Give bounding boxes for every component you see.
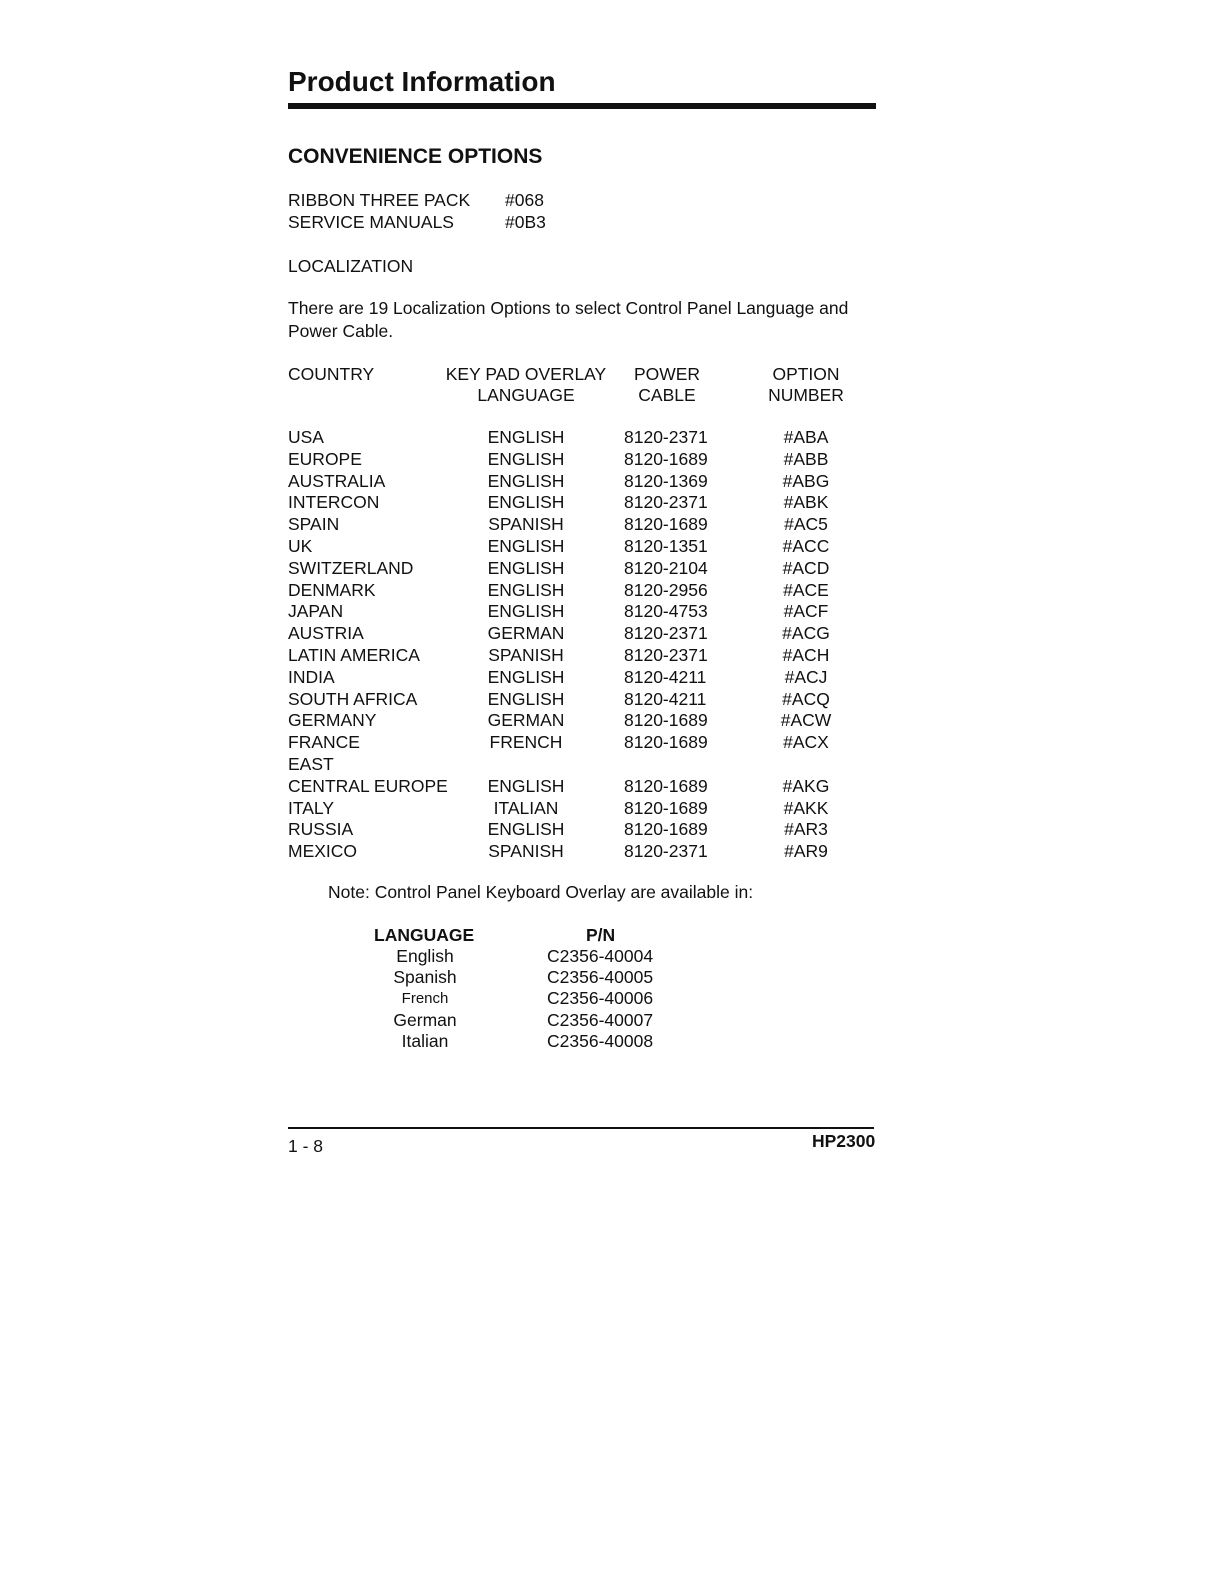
cell-country: CENTRAL EUROPE: [288, 775, 448, 796]
cell-country: USA: [288, 427, 324, 447]
cell-language: ENGLISH: [487, 470, 565, 491]
cell-country: SWITZERLAND: [288, 557, 414, 578]
cell-option: #ABA: [783, 427, 829, 447]
cell-language: ENGLISH: [487, 557, 565, 578]
cell-option: #ACG: [782, 623, 830, 644]
cell-country: ITALY: [288, 797, 335, 818]
cell-option: #ABB: [783, 448, 829, 469]
cell-cable: 8120-2104: [624, 557, 708, 578]
cell-language: ITALIAN: [493, 797, 559, 818]
cell-country: MEXICO: [288, 841, 358, 862]
cell-option: #ACJ: [784, 666, 828, 687]
header-country-label: COUNTRY: [288, 364, 375, 384]
header-cable: [625, 364, 709, 406]
header-cable-line2: CABLE: [638, 385, 696, 405]
cell-cable: 8120-4753: [624, 601, 708, 622]
footer-rule: [288, 1127, 874, 1129]
cell-country: INDIA: [288, 666, 335, 687]
header-option-line1: OPTION: [772, 364, 840, 384]
cell-country: JAPAN: [288, 601, 344, 622]
cell-language: GERMAN: [487, 710, 565, 731]
keyboard-part-number: C2356-40008: [547, 1030, 654, 1051]
cell-language: ENGLISH: [487, 492, 565, 513]
cell-option: #ACD: [782, 557, 830, 578]
cell-option: #AC5: [784, 514, 828, 535]
cell-cable: 8120-1689: [624, 710, 708, 731]
cell-country: EAST: [288, 753, 334, 774]
cell-option: #ACF: [783, 601, 829, 622]
cell-option: #AR9: [784, 841, 828, 862]
header-option: [758, 364, 854, 406]
header-country: [288, 364, 374, 385]
cell-option: #ACX: [783, 732, 829, 753]
cell-cable: 8120-2371: [624, 623, 708, 644]
cell-cable: 8120-2371: [624, 492, 708, 513]
cell-cable: 8120-1689: [624, 448, 708, 469]
keyboard-part-number: C2356-40006: [547, 988, 654, 1009]
cell-language: GERMAN: [487, 623, 565, 644]
option-name: SERVICE MANUALS: [288, 212, 454, 232]
cell-option: #ABK: [783, 492, 829, 513]
cell-cable: 8120-1351: [624, 535, 708, 556]
cell-country: RUSSIA: [288, 819, 354, 840]
cell-country: UK: [288, 535, 313, 556]
cell-country: LATIN AMERICA: [288, 644, 420, 665]
keyboard-header-language: LANGUAGE: [374, 925, 475, 945]
cell-option: #AKK: [783, 797, 829, 818]
keyboard-language: Italian: [401, 1030, 449, 1051]
cell-option: #ABG: [782, 470, 830, 491]
cell-language: ENGLISH: [487, 535, 565, 556]
cell-cable: 8120-1689: [624, 775, 708, 796]
cell-option: #AR3: [784, 819, 828, 840]
keyboard-part-number: C2356-40007: [547, 1009, 654, 1030]
cell-language: ENGLISH: [487, 688, 565, 709]
cell-language: ENGLISH: [487, 819, 565, 840]
keyboard-part-number: C2356-40004: [547, 946, 654, 966]
cell-language: ENGLISH: [487, 579, 565, 600]
header-overlay-line1: KEY PAD OVERLAY: [445, 364, 607, 384]
keyboard-language: German: [393, 1009, 457, 1030]
cell-language: ENGLISH: [487, 775, 565, 796]
cell-language: ENGLISH: [487, 666, 565, 687]
option-code: #068: [505, 190, 544, 210]
keyboard-note: Note: Control Panel Keyboard Overlay are available in:: [328, 882, 754, 902]
cell-language: ENGLISH: [487, 601, 565, 622]
cell-country: GERMANY: [288, 710, 377, 731]
cell-country: SPAIN: [288, 514, 340, 535]
cell-language: ENGLISH: [487, 427, 565, 447]
header-overlay: [440, 364, 612, 406]
section-heading: CONVENIENCE OPTIONS: [288, 145, 543, 168]
cell-cable: 8120-1369: [624, 470, 708, 491]
header-cable-line1: POWER: [633, 364, 701, 384]
cell-cable: 8120-2371: [624, 427, 708, 447]
cell-option: #AKG: [782, 775, 830, 796]
cell-cable: 8120-2956: [624, 579, 708, 600]
cell-cable: 8120-2371: [624, 841, 708, 862]
cell-cable: 8120-2371: [624, 644, 708, 665]
cell-option: #ACQ: [782, 688, 830, 709]
cell-cable: 8120-1689: [624, 732, 708, 753]
keyboard-header-pn: P/N: [586, 925, 616, 945]
cell-country: INTERCON: [288, 492, 380, 513]
page-title: Product Information: [288, 66, 556, 97]
localization-intro: There are 19 Localization Options to select Control Panel Language and Power Cable.: [288, 298, 849, 341]
cell-option: #ACC: [782, 535, 830, 556]
cell-language: SPANISH: [488, 514, 564, 535]
cell-country: EUROPE: [288, 448, 362, 469]
cell-country: SOUTH AFRICA: [288, 688, 418, 709]
cell-country: DENMARK: [288, 579, 376, 600]
cell-option: #ACH: [782, 644, 830, 665]
header-option-line2: NUMBER: [768, 385, 844, 405]
model-name: HP2300: [812, 1131, 876, 1151]
keyboard-language: English: [396, 946, 454, 966]
cell-country: AUSTRALIA: [288, 470, 386, 491]
keyboard-language: French: [401, 990, 449, 1008]
cell-language: FRENCH: [489, 732, 563, 753]
option-name: RIBBON THREE PACK: [288, 190, 471, 210]
header-overlay-line2: LANGUAGE: [477, 385, 575, 405]
cell-cable: 8120-4211: [624, 688, 707, 709]
cell-cable: 8120-1689: [624, 819, 708, 840]
cell-cable: 8120-1689: [624, 797, 708, 818]
page-number: 1 - 8: [288, 1136, 324, 1156]
cell-language: ENGLISH: [487, 448, 565, 469]
cell-language: SPANISH: [488, 841, 564, 862]
keyboard-language: Spanish: [393, 967, 457, 988]
cell-option: #ACE: [783, 579, 829, 600]
title-rule: [288, 103, 876, 109]
cell-country: AUSTRIA: [288, 623, 364, 644]
keyboard-part-number: C2356-40005: [547, 967, 654, 988]
cell-country: FRANCE: [288, 732, 360, 753]
cell-cable: 8120-4211: [624, 666, 707, 687]
cell-language: SPANISH: [488, 644, 564, 665]
localization-label: LOCALIZATION: [288, 256, 414, 276]
cell-option: #ACW: [780, 710, 832, 731]
cell-cable: 8120-1689: [624, 514, 708, 535]
option-code: #0B3: [505, 212, 546, 232]
